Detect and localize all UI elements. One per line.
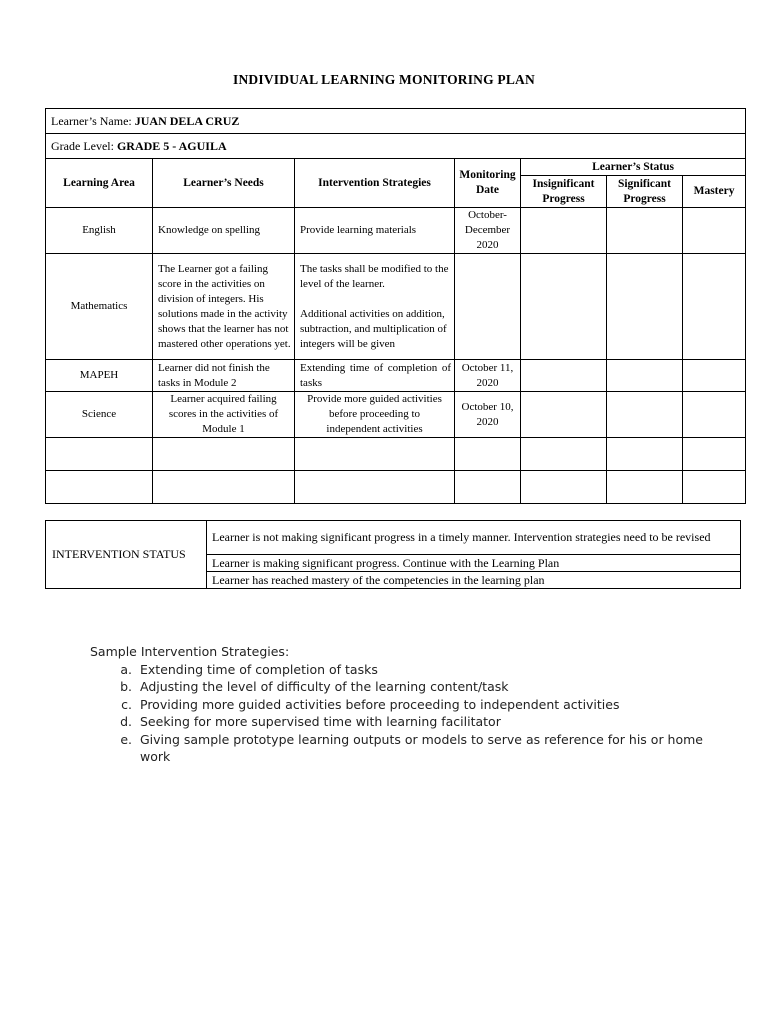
date-cell: October 11, 2020 (455, 360, 521, 392)
mastery-cell (683, 360, 746, 392)
list-item: e. Giving sample prototype learning outputs or models to serve as reference for his or home work (136, 731, 710, 766)
header-mastery: Mastery (683, 176, 746, 208)
strategies-cell: Provide learning materials (295, 208, 455, 254)
significant-cell (607, 360, 683, 392)
date-cell: October 10, 2020 (455, 392, 521, 438)
area-cell: English (46, 208, 153, 254)
table-row (46, 392, 746, 438)
grade-level-label: Grade Level: (51, 138, 114, 153)
header-monitoring-date: Monitoring Date (455, 159, 521, 208)
insignificant-cell (521, 208, 607, 254)
area-cell: MAPEH (46, 360, 153, 392)
strategy-text: The tasks shall be modified to the level of the learner. (300, 262, 449, 290)
header-intervention-strategies: Intervention Strategies (295, 159, 455, 208)
needs-cell: The Learner got a failing score in the activities on division of integers. His solutions made in the activity shows that the learner has not mastered other operations yet. (153, 254, 295, 360)
document-title: INDIVIDUAL LEARNING MONITORING PLAN (233, 72, 535, 87)
status-item: Learner is not making significant progress in a timely manner. Intervention strategies need to be revised (207, 521, 741, 555)
grade-level-row (46, 134, 746, 159)
insignificant-cell (521, 254, 607, 360)
table-row (46, 438, 746, 471)
mastery-cell (683, 208, 746, 254)
mastery-cell (683, 392, 746, 438)
list-item: c. Providing more guided activities before proceeding to independent activities (136, 696, 710, 714)
needs-cell: Knowledge on spelling (153, 208, 295, 254)
list-item: b. Adjusting the level of difficulty of the learning content/task (136, 678, 710, 696)
learner-name-value: JUAN DELA CRUZ (134, 113, 240, 128)
sample-strategies-heading: Sample Intervention Strategies: (90, 644, 290, 659)
header-learning-area: Learning Area (46, 159, 153, 208)
insignificant-cell (521, 392, 607, 438)
status-item: Learner has reached mastery of the competencies in the learning plan (207, 572, 741, 589)
strategies-cell: Extending time of completion of tasks (295, 360, 455, 392)
table-row (46, 208, 746, 254)
table-row (46, 471, 746, 504)
sample-strategies-list (90, 661, 710, 766)
intervention-status-label: INTERVENTION STATUS (46, 521, 207, 589)
learner-name-row (46, 109, 746, 134)
significant-cell (607, 392, 683, 438)
list-item: d. Seeking for more supervised time with learning facilitator (136, 713, 710, 731)
area-cell: Mathematics (46, 254, 153, 360)
significant-cell (607, 254, 683, 360)
strategies-cell (295, 254, 455, 360)
needs-cell: Learner did not finish the tasks in Module 2 (153, 360, 295, 392)
area-cell: Science (46, 392, 153, 438)
strategies-cell: Provide more guided activities before proceeding to independent activities (295, 392, 455, 438)
header-significant-progress: Significant Progress (607, 176, 683, 208)
strategy-text: Additional activities on addition, subtraction, and multiplication of integers will be given (300, 307, 447, 350)
header-learners-status: Learner’s Status (521, 159, 746, 176)
intervention-status-table (45, 520, 741, 589)
header-insignificant-progress: Insignificant Progress (521, 176, 607, 208)
header-learners-needs: Learner’s Needs (153, 159, 295, 208)
sample-strategies-section (90, 643, 710, 766)
mastery-cell (683, 254, 746, 360)
list-item: a. Extending time of completion of tasks (136, 661, 710, 679)
significant-cell (607, 208, 683, 254)
insignificant-cell (521, 360, 607, 392)
date-cell (455, 254, 521, 360)
needs-cell: Learner acquired failing scores in the activities of Module 1 (153, 392, 295, 438)
learner-name-label: Learner’s Name: (51, 113, 132, 128)
grade-level-value: GRADE 5 - AGUILA (116, 138, 227, 153)
monitoring-plan-table (45, 108, 746, 504)
table-row (46, 360, 746, 392)
date-cell: October-December 2020 (455, 208, 521, 254)
table-row (46, 254, 746, 360)
status-item: Learner is making significant progress. Continue with the Learning Plan (207, 555, 741, 572)
